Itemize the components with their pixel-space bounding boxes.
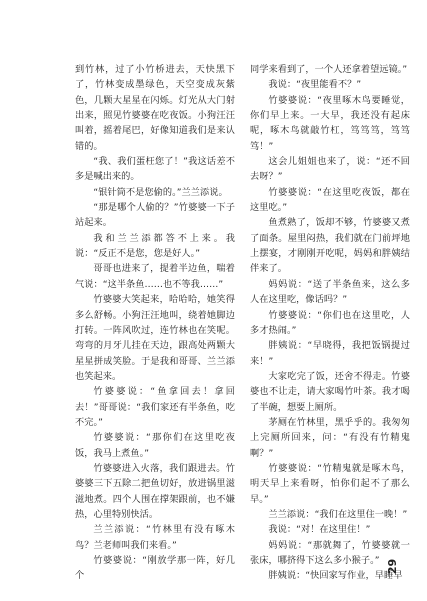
paragraph: 竹婆婆说：“那你们在这里吃夜饭，我马上煮鱼。” [75,432,235,459]
paragraph: 兰兰添说：“我们在这里住一晚！” [268,508,408,520]
paragraph: “那是哪个人偷的？”竹婆婆一下子站起来。 [75,202,235,229]
paragraph: 妈妈说：“那就舞了，竹婆婆就一张床，哪挤得下这么多小猴子。” [250,539,410,566]
paragraph: 竹婆婆说：“刚放学那一阵，好几个 [75,555,235,582]
paragraph: 这会儿姐姐也来了，说：“还不回去呀？” [250,156,410,183]
paragraph: 兰兰添说：“竹林里有没有啄木鸟？兰老师叫我们来看。” [75,524,235,551]
paragraph: 竹婆婆大笑起来，哈哈哈，她笑得多么舒畅。小狗汪汪地叫，绕着她脚边打转。一阵风吹过，连竹林也在笑呢。弯弯的月牙儿挂在天边，跟高处两颗大星星拼成笑脸。于是我和哥哥、兰兰添也笑起来。 [75,294,235,382]
paragraph: 妈妈说：“送了半条鱼来，这么多人在这里吃，像话吗？” [250,278,410,306]
paragraph: 竹婆婆说：“你们也在这里吃，人多才热闹。” [250,309,410,336]
paragraph: “银针筒不是您偷的。”兰兰添说。 [93,186,228,198]
paragraph: 鱼煮熟了，饭却不够，竹婆婆又煮了面条。屋里闷热，我们就在门前坪地上摆宴，才刚刚开吃呢，妈妈和胖姨结伴来了。 [250,217,410,275]
paragraph: 同学来看到了，一个人还拿着望远镜。” [250,64,408,75]
paragraph: 我和兰兰添都答不上来。我说：“反正不是您，您是好人。” [75,232,235,260]
paragraph: 我说：“对！在这里住！” [268,524,371,536]
paragraph: 竹婆婆说：“夜里啄木鸟要睡觉，你们早上来。一大早，我还没有起床呢，啄木鸟就敲竹杠，笃笃笃，笃笃笃！” [250,94,410,152]
paragraph: 大家吃完了饭，还舍不得走。竹婆婆也不让走，请大家喝竹叶茶。我才喝了半碗，想要上厕所。 [250,370,410,413]
paragraph: 竹婆婆说：“鱼拿回去！拿回去！”哥哥说：“我们家还有半条鱼，吃不完。” [75,386,235,428]
paragraph: “我、我们蛋枉您了！”我这话差不多是喊出来的。 [75,156,235,183]
left-column [75,62,235,584]
paragraph: 到竹林，过了小竹桥进去，天快黑下了，竹林变成墨绿色，天空变成灰紫色，几颗大星星在闪烁。灯光从大门射出来，照见竹婆婆在吃夜饭。小狗汪汪叫着，摇着尾巴，好像知道我们是来认错的。 [75,64,235,152]
paragraph: 竹婆婆说：“竹精鬼就是啄木鸟，明天早上来看呀，怕你们起不了那么早。” [250,462,410,505]
paragraph: 竹婆婆进入火落，我们跟进去。竹婆婆三下五除二把鱼切好，放进锅里滋滋地煮。四个人围在撑架跟前，也不嫌热，心里特别快活。 [75,462,235,520]
paragraph: 胖姨说：“快回家写作业，早睡早 [268,570,403,582]
paragraph: 哥哥也进来了，提着半边鱼，喘着气说：“这半条鱼……也不等我……” [75,263,235,290]
paragraph: 我说：“夜里能看不？” [268,79,362,91]
page-number: 29 [386,558,400,575]
right-column [250,62,410,584]
paragraph: 胖姨说：“早晓得，我把饭锅提过来！” [250,340,410,367]
paragraph: 茅厕在竹林里，黑乎乎的。我匆匆上完厕所回来，问：“有没有竹精鬼啊？” [250,416,410,459]
paragraph: 竹婆婆说：“在这里吃夜饭，都在这里吃。” [250,186,410,214]
